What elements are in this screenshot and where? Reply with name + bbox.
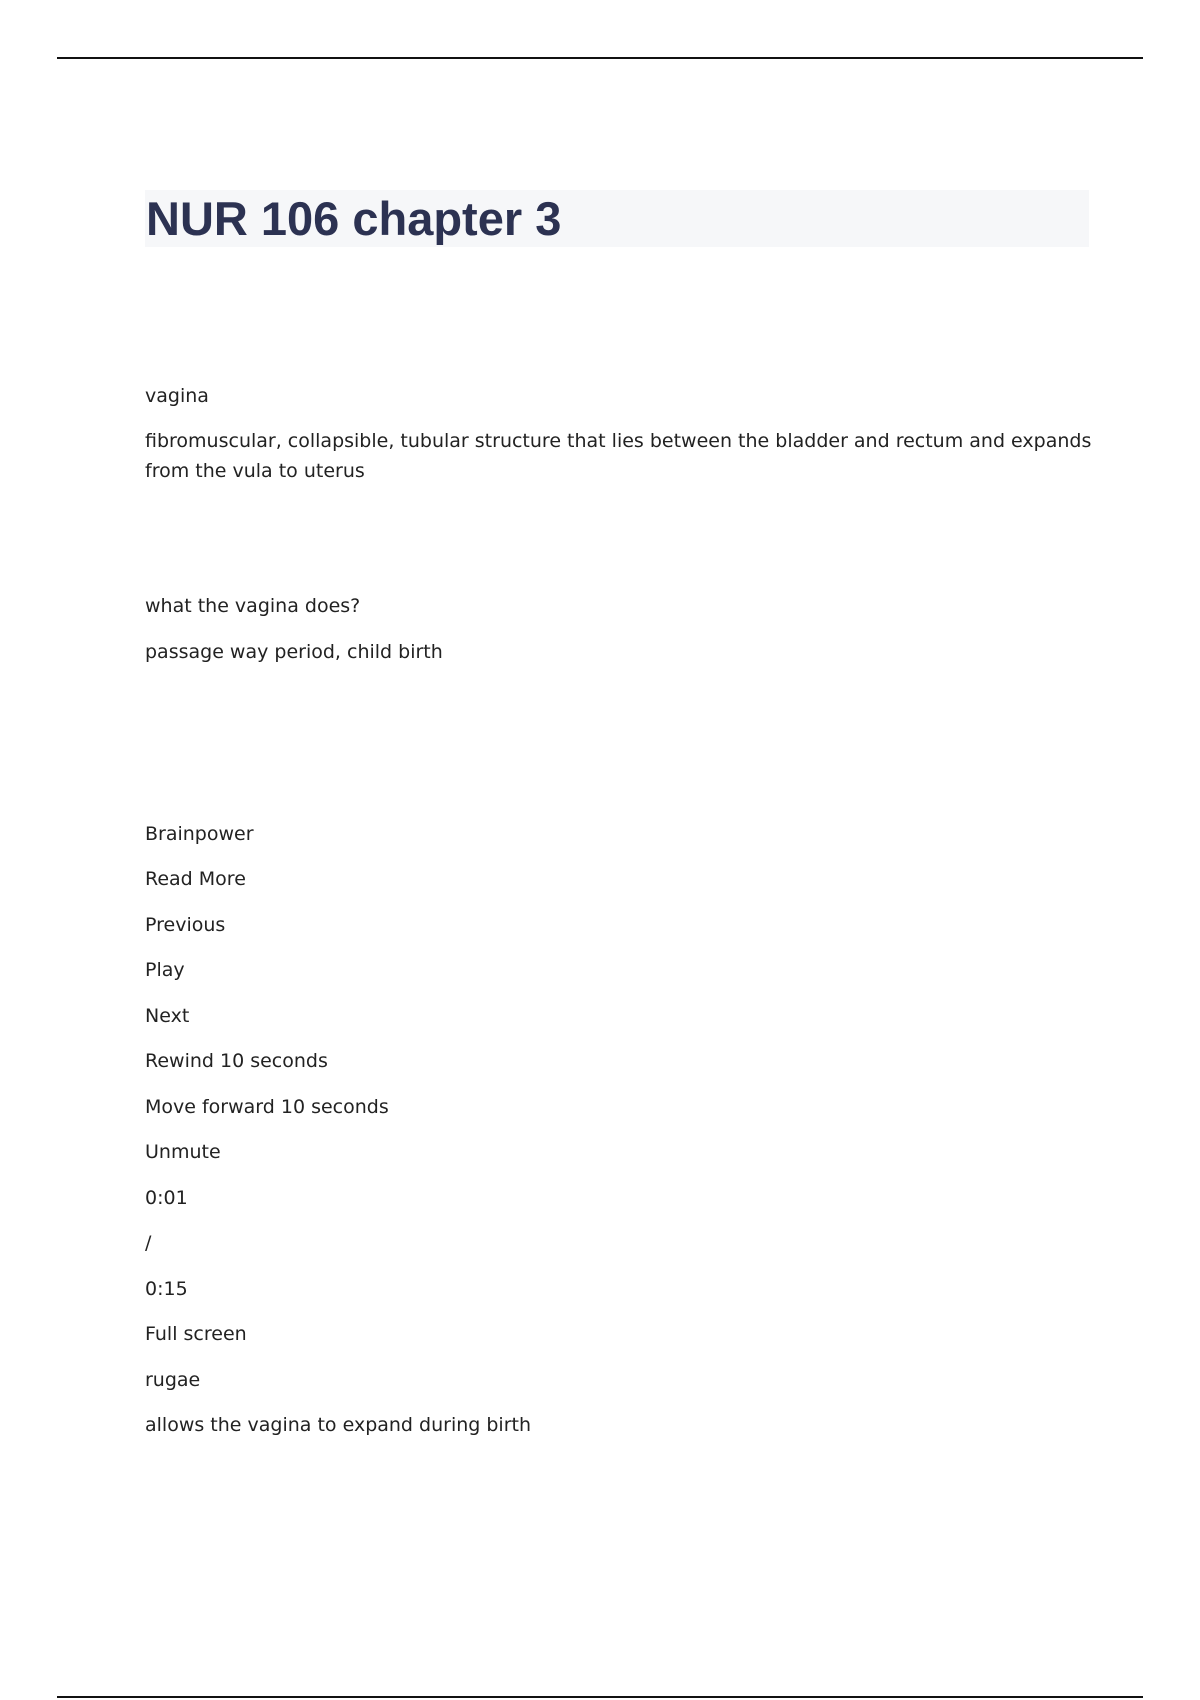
card-definition-vagina-function: passage way period, child birth (145, 641, 443, 663)
card-definition-vagina: fibromuscular, collapsible, tubular structure that lies between the bladder and rectum and expands from the vula to uterus (145, 430, 1092, 482)
card-term-rugae: rugae (145, 1369, 201, 1391)
player-brand-label: Brainpower (145, 823, 254, 845)
top-rule (57, 57, 1143, 59)
forward-button[interactable]: Move forward 10 seconds (145, 1096, 389, 1118)
current-time: 0:01 (145, 1187, 188, 1209)
unmute-button[interactable]: Unmute (145, 1141, 221, 1163)
card-term-vagina: vagina (145, 385, 209, 407)
rewind-button[interactable]: Rewind 10 seconds (145, 1050, 328, 1072)
previous-button[interactable]: Previous (145, 914, 226, 936)
duration: 0:15 (145, 1278, 188, 1300)
bottom-rule (57, 1696, 1143, 1698)
time-separator: / (145, 1232, 152, 1254)
card-definition-rugae: allows the vagina to expand during birth (145, 1414, 532, 1436)
card-term-vagina-function: what the vagina does? (145, 595, 361, 617)
fullscreen-button[interactable]: Full screen (145, 1323, 247, 1345)
next-button[interactable]: Next (145, 1005, 190, 1027)
read-more-link[interactable]: Read More (145, 868, 246, 890)
page-title: NUR 106 chapter 3 (146, 192, 562, 245)
play-button[interactable]: Play (145, 959, 185, 981)
